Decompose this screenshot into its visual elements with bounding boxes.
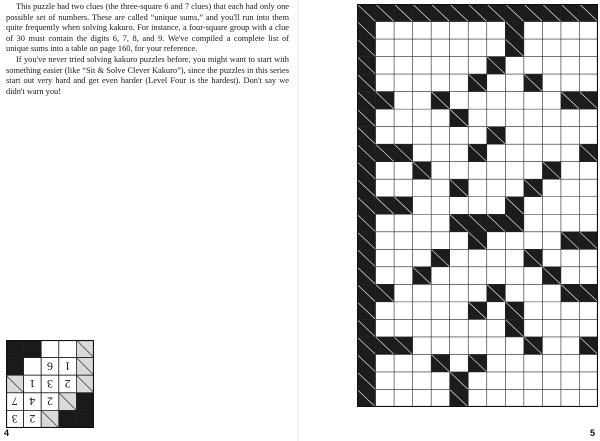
solution-digit: 2 (29, 412, 36, 427)
answer-cell (24, 358, 42, 376)
kakuro-puzzle-grid[interactable] (357, 4, 598, 407)
clue-cell (76, 393, 94, 411)
page-number: 5 (589, 428, 595, 438)
solution-digit: 1 (29, 377, 36, 391)
solution-digit: 6 (47, 359, 53, 374)
answer-cell (41, 340, 59, 358)
solution-digit: 4 (29, 394, 36, 409)
clue-cell (6, 340, 24, 358)
solution-digit: 3 (47, 377, 53, 391)
right-page (300, 0, 600, 441)
paragraph-unique-sums: This puzzle had two clues (the three-square 6 and 7 clues) that each had only one possible set of numbers. These are called “unique sums,” and you'll run into them quite frequently when solving kakuro. For instance, a four-square group with a clue of 30 must contain the digits 6, 7, 8, and 9. We've compiled a complete list of unique sums into a table on page 160, for your reference. (6, 2, 289, 54)
body-text (6, 2, 289, 97)
paragraph-warning: If you've never tried solving kakuro puzzles before, you might want to start with something easier (like “Sit & Solve Clever Kakuro”), since the puzzles in this series start out very hard and get even harder (Level Four is the hardest). Don't say we didn't warn you! (6, 54, 289, 96)
solution-digit: 2 (64, 377, 71, 391)
example-kakuro-puzzle (6, 340, 94, 428)
page-number: 4 (4, 428, 10, 438)
solution-digit: 3 (11, 412, 18, 427)
left-page (0, 0, 296, 441)
clue-cell (59, 410, 77, 428)
answer-cell (59, 340, 77, 358)
book-spine (297, 0, 299, 441)
solution-digit: 7 (11, 394, 18, 409)
clue-cell (6, 358, 24, 376)
solution-digit: 1 (64, 359, 71, 374)
solution-digit: 2 (47, 394, 53, 409)
clue-cell (24, 340, 42, 358)
clue-cell (76, 410, 94, 428)
